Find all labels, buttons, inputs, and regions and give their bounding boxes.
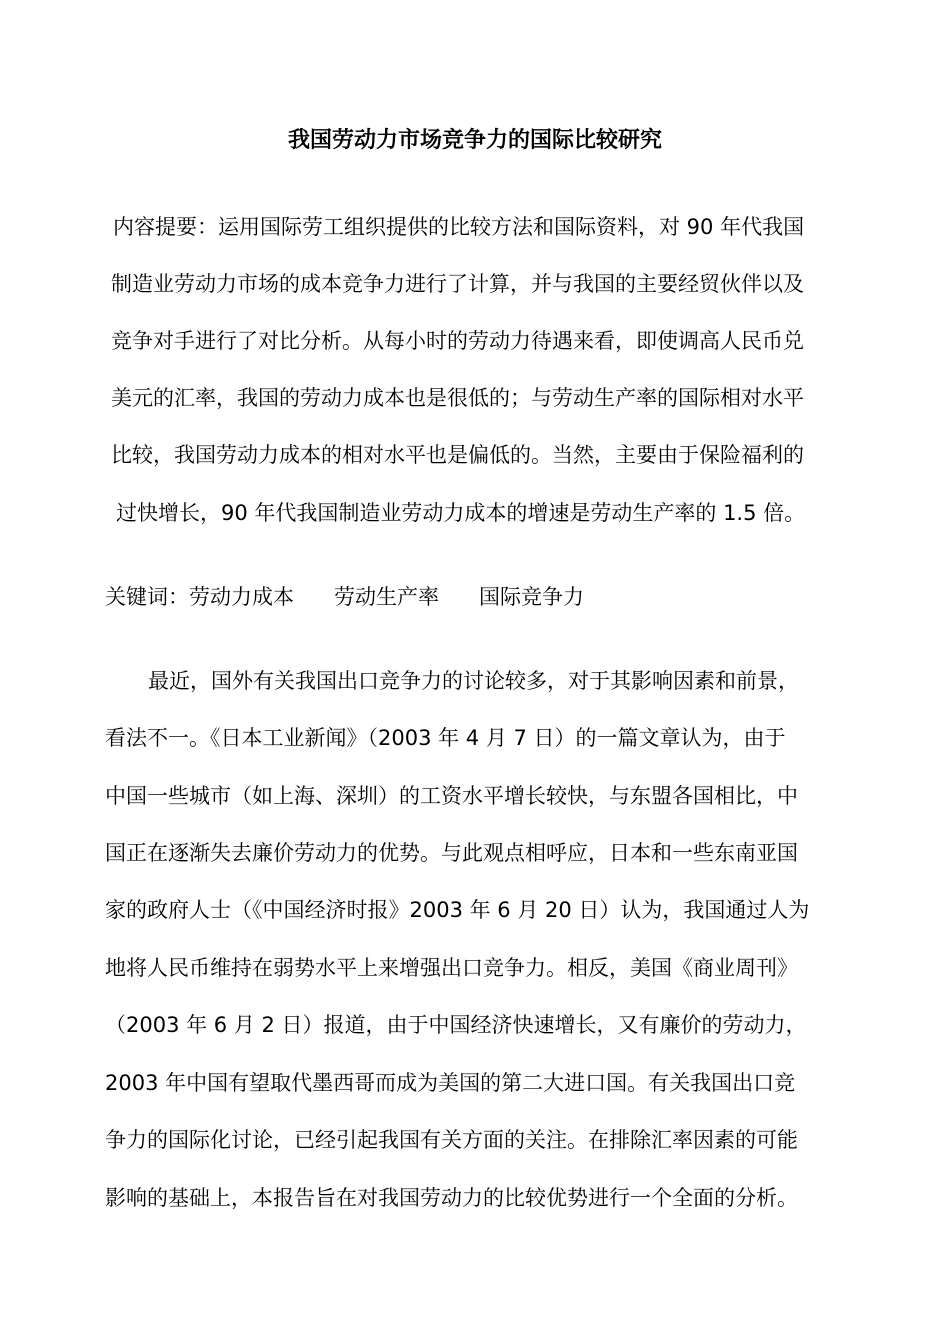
body-line: 地将人民币维持在弱势水平上来增强出口竞争力。相反，美国《商业周刊》 <box>105 956 798 980</box>
abstract-line: 比较，我国劳动力成本的相对水平也是偏低的。当然，主要由于保险福利的 <box>111 443 804 467</box>
document-title: 我国劳动力市场竞争力的国际比较研究 <box>287 128 662 153</box>
abstract-line: 美元的汇率，我国的劳动力成本也是很低的；与劳动生产率的国际相对水平 <box>111 386 804 410</box>
abstract-line: 竞争对手进行了对比分析。从每小时的劳动力待遇来看，即使调高人民币兑 <box>111 329 804 353</box>
body-line: 家的政府人士（《中国经济时报》2003 年 6 月 20 日）认为，我国通过人为 <box>105 898 810 922</box>
body-line: 国正在逐渐失去廉价劳动力的优势。与此观点相呼应，日本和一些东南亚国 <box>105 841 798 865</box>
keyword: 劳动力成本 <box>189 585 294 609</box>
keyword: 劳动生产率 <box>334 585 439 609</box>
body-line: 最近，国外有关我国出口竞争力的讨论较多，对于其影响因素和前景， <box>148 669 799 693</box>
body-line: 中国一些城市（如上海、深圳）的工资水平增长较快，与东盟各国相比，中 <box>105 784 798 808</box>
keywords <box>105 582 584 612</box>
body-line: 影响的基础上，本报告旨在对我国劳动力的比较优势进行一个全面的分析。 <box>105 1186 798 1210</box>
keywords-label: 关键词： <box>105 585 189 609</box>
abstract-line: 过快增长，90 年代我国制造业劳动力成本的增速是劳动生产率的 1.5 倍。 <box>116 501 806 525</box>
body-line: 2003 年中国有望取代墨西哥而成为美国的第二大进口国。有关我国出口竞 <box>105 1071 796 1095</box>
abstract-line: 制造业劳动力市场的成本竞争力进行了计算，并与我国的主要经贸伙伴以及 <box>111 272 804 296</box>
keyword: 国际竞争力 <box>479 585 584 609</box>
abstract-line: 内容提要：运用国际劳工组织提供的比较方法和国际资料，对 90 年代我国 <box>113 215 805 239</box>
body-line: （2003 年 6 月 2 日）报道，由于中国经济快速增长，又有廉价的劳动力， <box>105 1013 807 1037</box>
body-line: 争力的国际化讨论，已经引起我国有关方面的关注。在排除汇率因素的可能 <box>105 1128 798 1152</box>
body-line: 看法不一。《日本工业新闻》（2003 年 4 月 7 日）的一篇文章认为，由于 <box>105 726 786 750</box>
